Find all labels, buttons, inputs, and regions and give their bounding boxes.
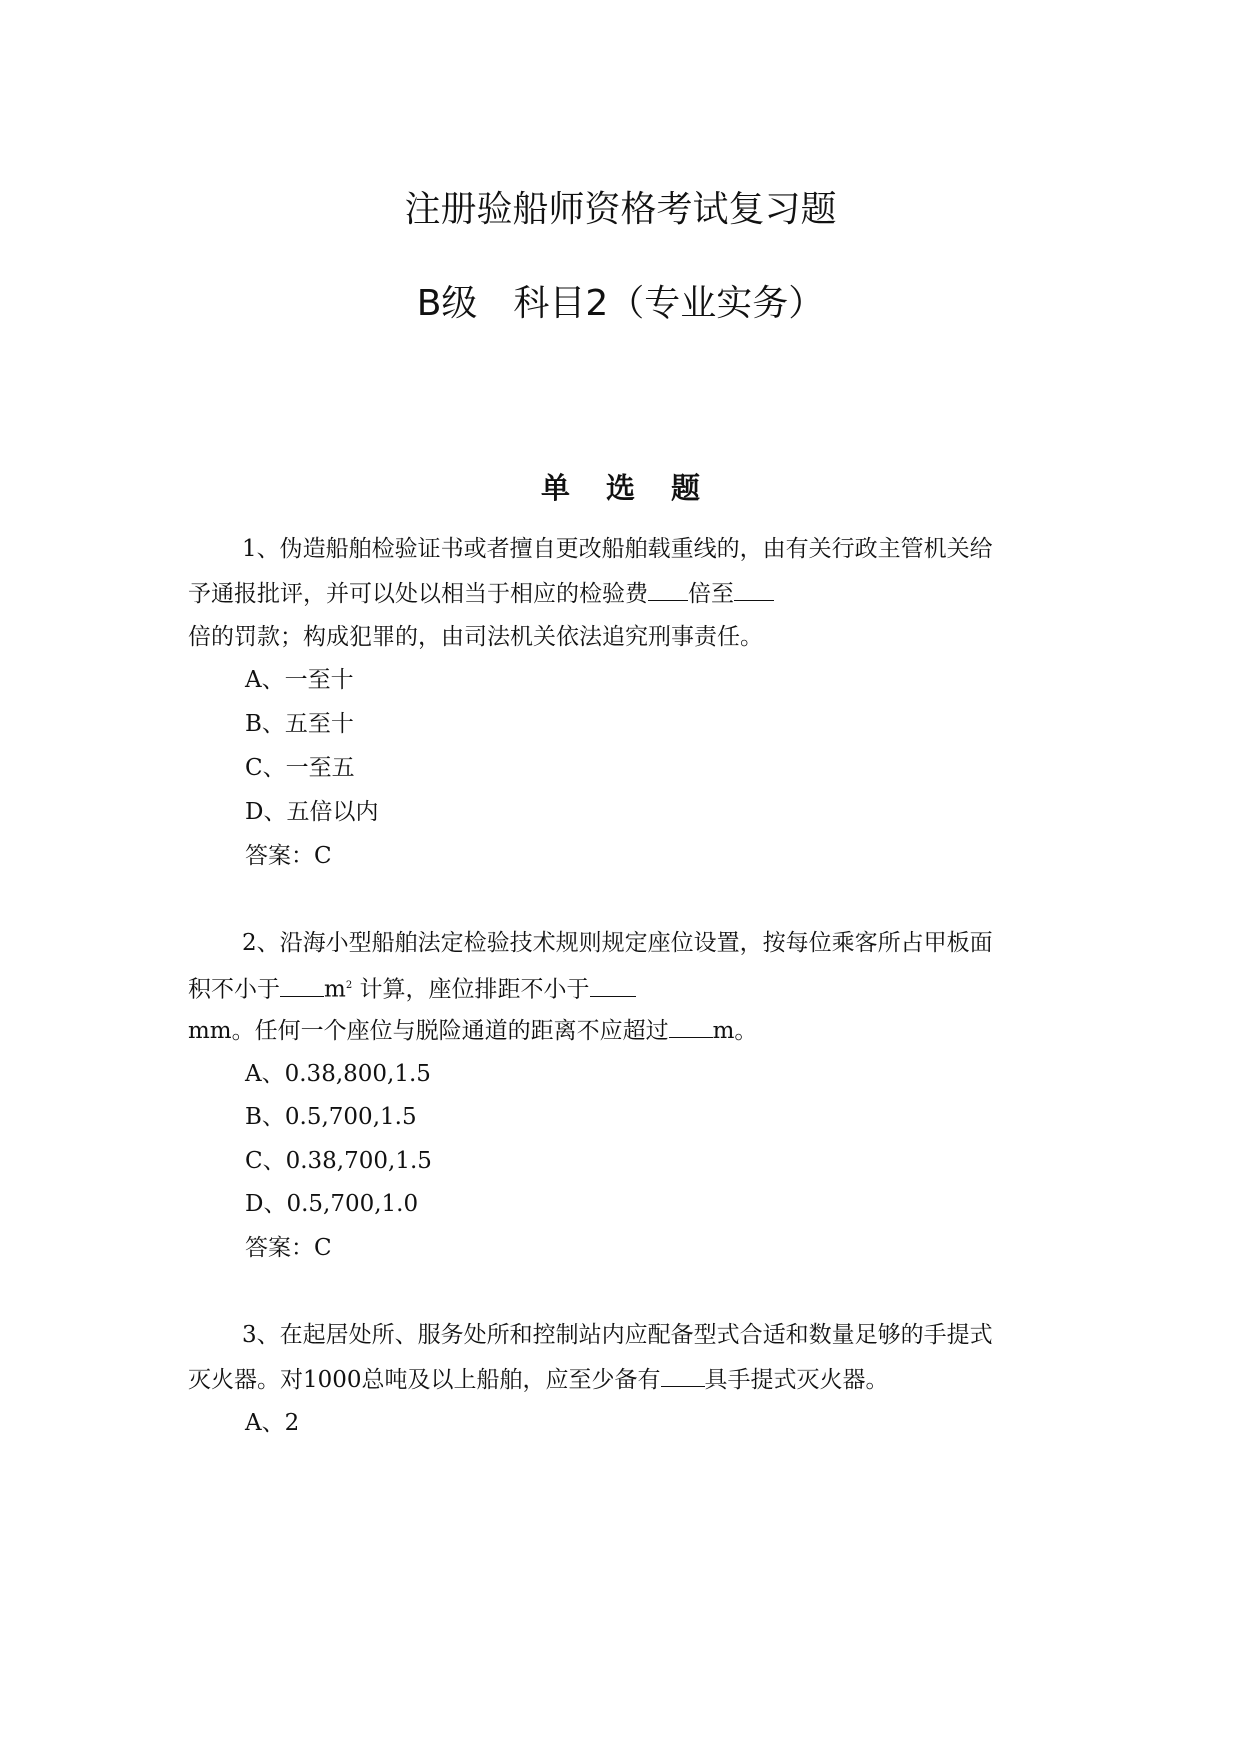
question-2-line-1: 2、沿海小型船舶法定检验技术规则规定座位设置，按每位乘客所占甲板面 — [242, 930, 993, 956]
question-1-line-3: 倍的罚款；构成犯罪的，由司法机关依法追究刑事责任。 — [188, 624, 763, 650]
question-1-text-a: 予通报批评，并可以处以相当于相应的检验费 — [188, 581, 648, 607]
question-1-option-c: C、一至五 — [245, 755, 355, 781]
fill-blank — [280, 974, 324, 997]
question-1-answer: 答案：C — [245, 843, 332, 869]
question-2-option-d: D、0.5,700,1.0 — [245, 1191, 419, 1217]
question-2-option-c: C、0.38,700,1.5 — [245, 1148, 432, 1174]
fill-blank — [590, 974, 636, 997]
question-1-option-a: A、一至十 — [245, 667, 354, 693]
question-2-answer: 答案：C — [245, 1235, 332, 1261]
question-1-option-d: D、五倍以内 — [245, 799, 379, 825]
question-2-option-a: A、0.38,800,1.5 — [245, 1061, 431, 1087]
question-3-line-2 — [188, 1364, 889, 1395]
fill-blank — [648, 578, 688, 601]
fill-blank — [669, 1015, 713, 1038]
question-2-unit-sup: 2 — [345, 980, 353, 991]
question-2-option-b: B、0.5,700,1.5 — [245, 1104, 417, 1130]
question-1-text-b: 倍至 — [688, 581, 734, 607]
document-title: 注册验船师资格考试复习题 — [404, 189, 837, 230]
question-3-text-a: 灭火器。对1000总吨及以上船舶，应至少备有 — [188, 1367, 661, 1393]
question-1-line-1: 1、伪造船舶检验证书或者擅自更改船舶载重线的，由有关行政主管机关给 — [242, 536, 993, 562]
question-2-line-3 — [188, 1015, 757, 1046]
fill-blank — [661, 1364, 705, 1387]
question-2-line-2 — [188, 971, 636, 1005]
question-1-line-2 — [188, 578, 774, 609]
question-3-text-b: 具手提式灭火器。 — [704, 1367, 889, 1393]
question-2-text-b: 计算，座位排距不小于 — [352, 976, 590, 1003]
question-1-option-b: B、五至十 — [245, 711, 354, 737]
fill-blank — [734, 578, 774, 601]
question-2-text-d: m。 — [712, 1018, 758, 1044]
question-2-unit: m — [324, 976, 346, 1003]
question-3-option-a: A、2 — [245, 1410, 300, 1436]
question-2-text-c: mm。任何一个座位与脱险通道的距离不应超过 — [188, 1018, 669, 1044]
question-2-text-a: 积不小于 — [188, 976, 280, 1003]
question-3-line-1: 3、在起居处所、服务处所和控制站内应配备型式合适和数量足够的手提式 — [242, 1322, 993, 1348]
section-heading: 单选题 — [540, 471, 736, 505]
document-subtitle: B级 科目2（专业实务） — [416, 283, 825, 324]
